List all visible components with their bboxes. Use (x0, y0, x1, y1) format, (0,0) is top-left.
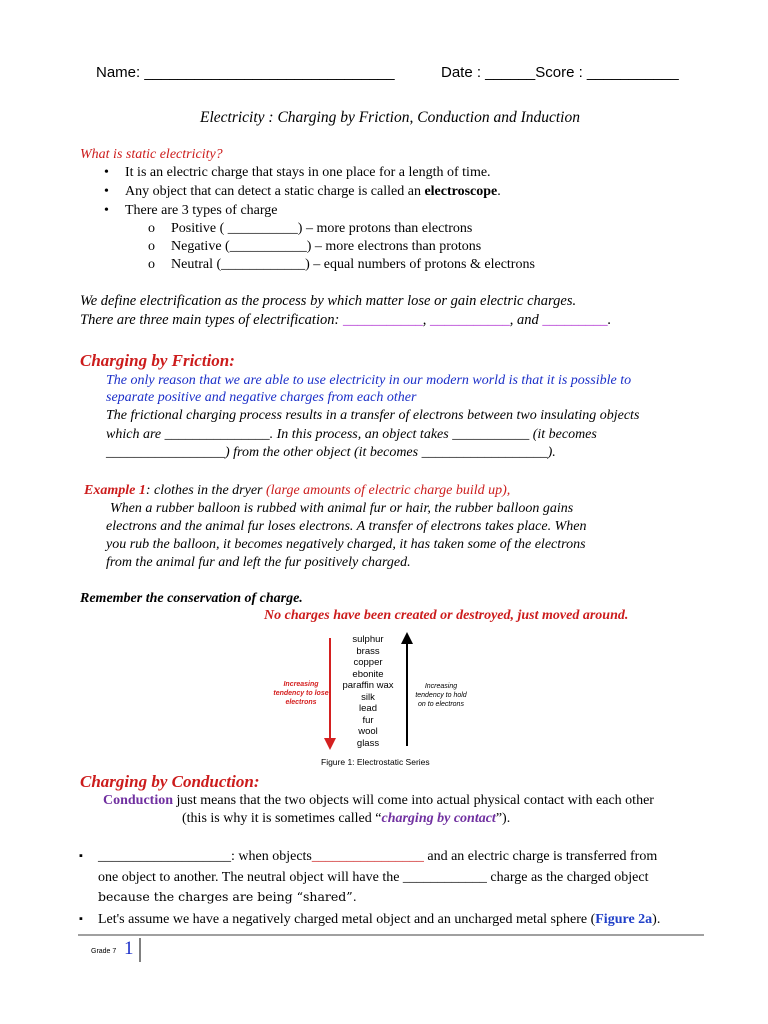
static-bullet-3: There are 3 types of charge (125, 203, 278, 218)
series-item: paraffin wax (342, 680, 394, 691)
conduction-bullet-1-line-3: because the charges are being “shared”. (98, 889, 357, 904)
series-item: copper (353, 657, 383, 668)
bullet: • (104, 165, 109, 180)
static-bullet-2: Any object that can detect a static charge is called an electroscope. (125, 184, 501, 199)
electrification-line-2: There are three main types of electrification: ___________, ___________, and _________. (80, 312, 612, 328)
lose-electrons-label: Increasing tendency to lose electrons (273, 681, 329, 706)
conduction-heading: Charging by Conduction: (80, 772, 260, 791)
conservation-red: No charges have been created or destroyed, just moved around. (264, 608, 629, 623)
conduction-line-2: (this is why it is sometimes called “charging by contact”). (182, 811, 511, 826)
series-item: brass (356, 645, 380, 657)
series-item: wool (358, 726, 378, 737)
series-item: ebonite (352, 668, 384, 680)
friction-blue-2: separate positive and negative charges from each other (106, 390, 417, 405)
series-item: fur (362, 714, 374, 726)
example-text-3: you rub the balloon, it becomes negatively charged, it has taken some of the electrons (106, 537, 586, 552)
bullet: • (104, 184, 109, 199)
example-1-line: Example 1: clothes in the dryer (large amounts of electric charge build up), (84, 483, 511, 498)
hold-electrons-label: Increasing tendency to hold on to electrons (415, 683, 467, 708)
sub-marker: o (148, 239, 155, 254)
charging-by-contact-term: charging by contact (381, 811, 496, 826)
series-item: silk (361, 691, 375, 703)
electroscope-term: electroscope (424, 184, 498, 199)
static-bullet-1: It is an electric charge that stays in one place for a length of time. (125, 165, 491, 180)
sub-marker: o (148, 257, 155, 272)
conduction-bullet-1: ___________________: when objects________________ and an electric charge is transferred from (98, 849, 658, 864)
friction-para-2: which are _______________. In this process, an object takes ___________ (it becomes (106, 427, 597, 442)
footer-grade: Grade 7 (91, 948, 117, 955)
friction-para-3: _________________) from the other object (it becomes __________________). (106, 445, 556, 460)
static-question: What is static electricity? (80, 147, 223, 162)
page-title: Electricity : Charging by Friction, Conduction and Induction (200, 109, 580, 126)
figure-caption: Figure 1: Electrostatic Series (321, 757, 430, 767)
name-label: Name: ______________________________ (96, 64, 395, 81)
electrification-line-1: We define electrification as the process by which matter lose or gain electric charges. (80, 293, 577, 309)
conduction-bullet-1-line-2: one object to another. The neutral object will have the ____________ charge as the charged object (98, 870, 649, 885)
charge-neutral: Neutral (____________) – equal numbers of protons & electrons (171, 257, 535, 272)
date-score-label: Date : ______Score : ___________ (441, 64, 679, 81)
example-text-2: electrons and the animal fur loses electrons. A transfer of electrons takes place. When (106, 519, 587, 534)
friction-para-1: The frictional charging process results in a transfer of electrons between two insulating objects (106, 408, 640, 423)
conservation-line: Remember the conservation of charge. (80, 591, 303, 606)
figure-2a-link: Figure 2a (595, 912, 653, 927)
series-item: lead (359, 703, 377, 714)
page-number: 1 (124, 938, 134, 959)
friction-heading: Charging by Friction: (80, 351, 235, 370)
charge-positive: Positive ( __________) – more protons than electrons (171, 221, 473, 236)
sub-marker: o (148, 221, 155, 236)
series-list (338, 634, 398, 749)
bullet: • (104, 203, 109, 218)
square-bullet: ▪ (79, 850, 83, 862)
example-text-4: from the animal fur and left the fur positively charged. (106, 555, 411, 570)
conduction-line-1: Conduction just means that the two objects will come into actual physical contact with each other (103, 793, 654, 808)
down-arrow-head (324, 738, 336, 750)
example-text-1: When a rubber balloon is rubbed with animal fur or hair, the rubber balloon gains (110, 501, 574, 516)
series-item: sulphur (352, 634, 384, 645)
footer-divider (78, 934, 704, 936)
friction-blue-1: The only reason that we are able to use electricity in our modern world is that it is possible to (106, 373, 632, 388)
conduction-term: Conduction (103, 793, 174, 808)
name-field-label (96, 64, 395, 81)
series-item: glass (356, 737, 380, 749)
square-bullet: ▪ (79, 913, 83, 925)
conduction-bullet-2: Let's assume we have a negatively charged metal object and an uncharged metal sphere (Figure 2a). (98, 912, 661, 927)
example-label: Example 1 (84, 483, 146, 498)
up-arrow-head (401, 632, 413, 644)
charge-negative: Negative (___________) – more electrons than protons (171, 239, 482, 254)
page-number-divider (139, 938, 141, 962)
